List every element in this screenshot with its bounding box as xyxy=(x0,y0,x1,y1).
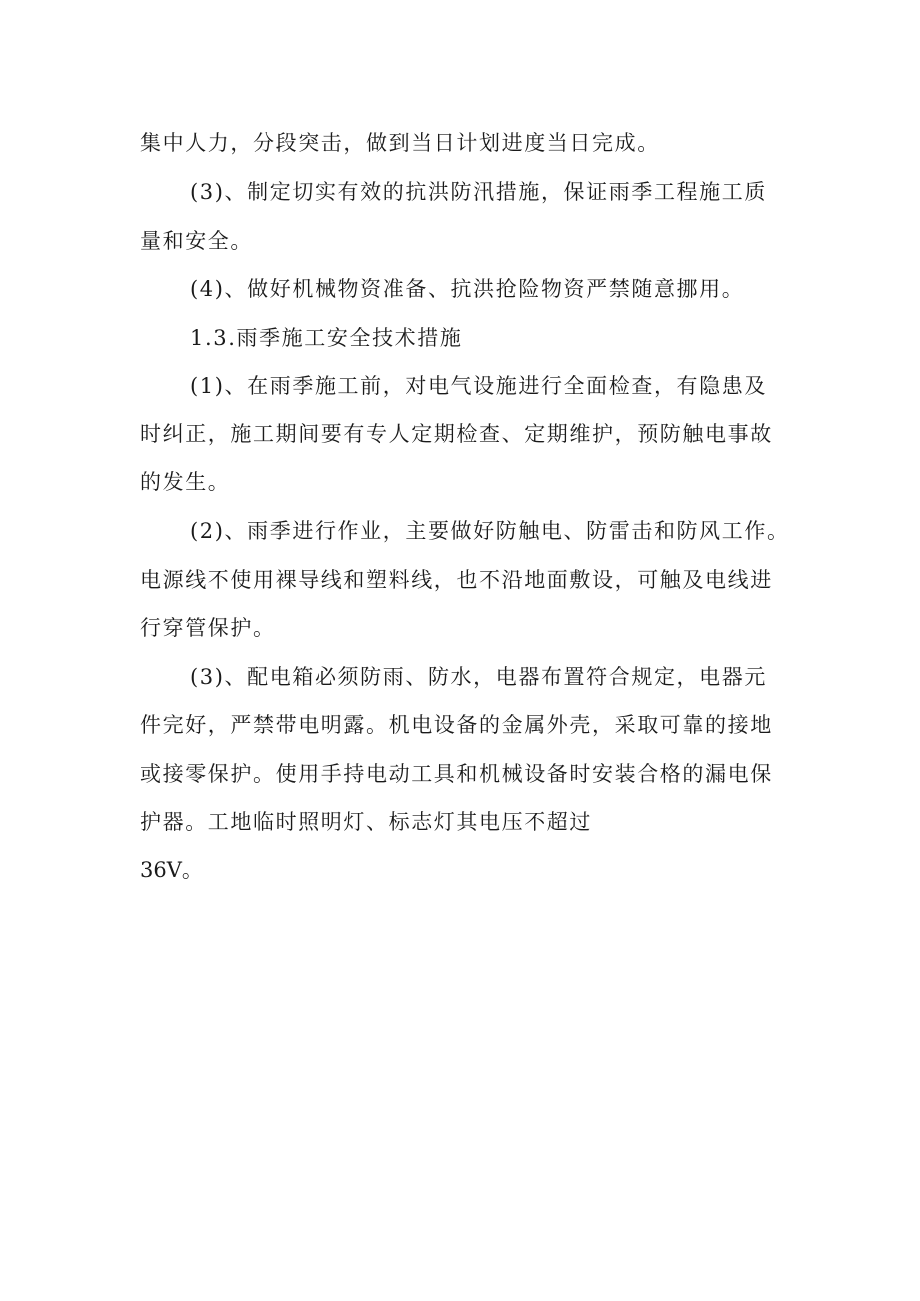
paragraph-line: 的发生。 xyxy=(140,470,231,494)
paragraph-line: 电源线不使用裸导线和塑料线，也不沿地面敷设，可触及电线进 xyxy=(140,568,773,592)
section-heading: 1.3.雨季施工安全技术措施 xyxy=(190,326,463,350)
paragraph-line: 时纠正，施工期间要有专人定期检查、定期维护，预防触电事故 xyxy=(140,422,773,446)
paragraph-line: 件完好，严禁带电明露。机电设备的金属外壳，采取可靠的接地 xyxy=(140,713,773,737)
paragraph-line: 36V。 xyxy=(140,858,203,882)
paragraph-line: 或接零保护。使用手持电动工具和机械设备时安装合格的漏电保 xyxy=(140,762,773,786)
paragraph-line: (2)、雨季进行作业，主要做好防触电、防雷击和防风工作。 xyxy=(190,519,790,543)
paragraph-line: (3)、配电箱必须防雨、防水，电器布置符合规定，电器元 xyxy=(190,665,767,689)
paragraph-line: 集中人力，分段突击，做到当日计划进度当日完成。 xyxy=(140,131,660,155)
paragraph-line: (4)、做好机械物资准备、抗洪抢险物资严禁随意挪用。 xyxy=(190,277,745,301)
paragraph-line: 护器。工地临时照明灯、标志灯其电压不超过 xyxy=(140,810,592,834)
paragraph-line: 量和安全。 xyxy=(140,229,253,253)
paragraph-line: (1)、在雨季施工前，对电气设施进行全面检查，有隐患及 xyxy=(190,374,767,398)
paragraph-line: 行穿管保护。 xyxy=(140,616,276,640)
paragraph-line: (3)、制定切实有效的抗洪防汛措施，保证雨季工程施工质 xyxy=(190,180,767,204)
